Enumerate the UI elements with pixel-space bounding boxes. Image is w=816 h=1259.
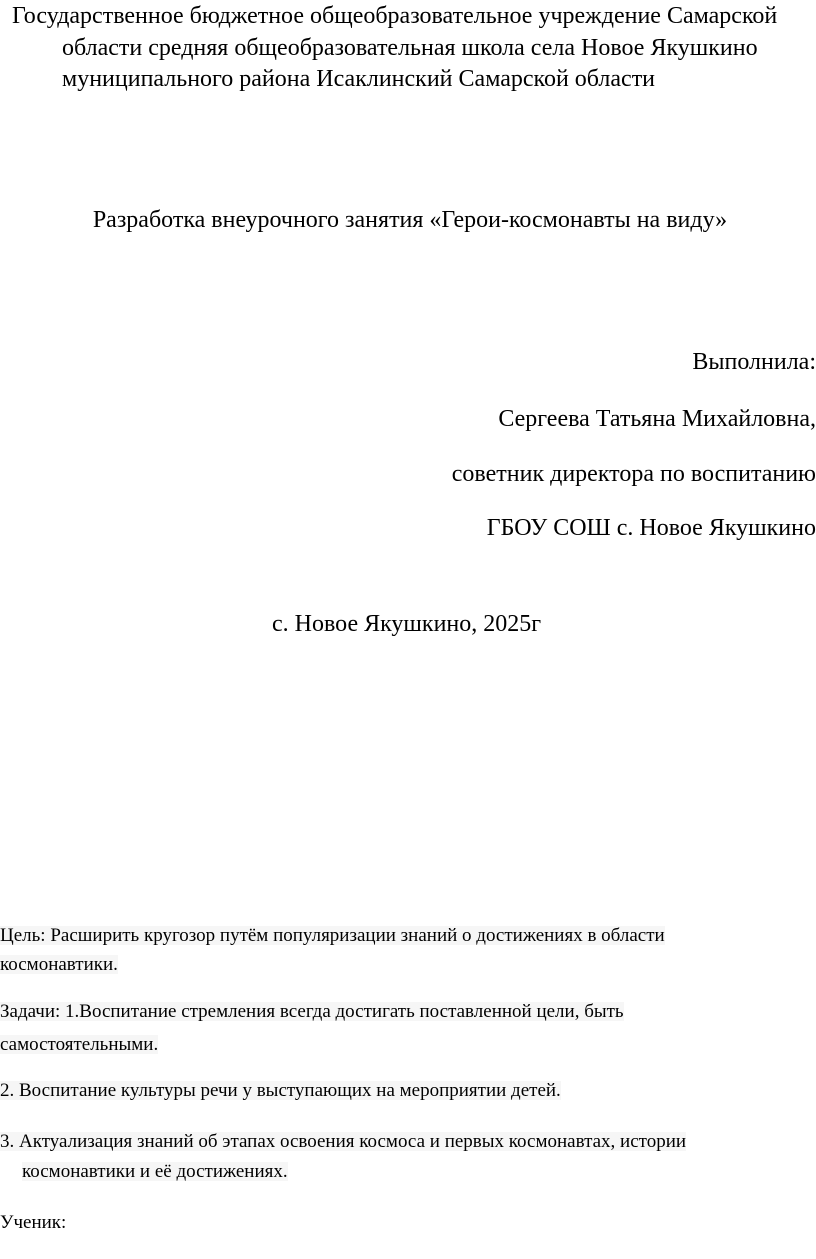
header-line-3: муниципального района Исаклинский Самарской области	[62, 66, 656, 92]
author-label: Выполнила:	[692, 349, 816, 375]
task-1-line-2: самостоятельными.	[0, 1034, 159, 1055]
author-school: ГБОУ СОШ с. Новое Якушкино	[486, 515, 816, 541]
task-3-line-2: космонавтики и её достижениях.	[22, 1161, 288, 1182]
task-1-text: 1.Воспитание стремления всегда достигать поставленной цели, быть	[65, 1001, 624, 1022]
task-2: 2. Воспитание культуры речи у выступающих на мероприятии детей.	[0, 1080, 561, 1101]
goal-line-2: космонавтики.	[0, 954, 118, 975]
task-3-line-1: 3. Актуализация знаний об этапах освоения космоса и первых космонавтах, истории	[0, 1131, 687, 1152]
goal-label: Цель:	[0, 925, 46, 946]
document-title: Разработка внеурочного занятия «Герои-космонавты на виду»	[92, 207, 728, 233]
author-name: Сергеева Татьяна Михайловна,	[498, 406, 816, 432]
author-position: советник директора по воспитанию	[451, 461, 816, 487]
place-year: с. Новое Якушкино, 2025г	[272, 611, 542, 637]
goal-line-1	[0, 926, 665, 945]
tasks-label: Задачи:	[0, 1001, 61, 1022]
header-line-1: Государственное бюджетное общеобразовательное учреждение Самарской	[12, 3, 778, 29]
student-label: Ученик:	[0, 1212, 67, 1233]
header-line-2: области средняя общеобразовательная школа села Новое Якушкино	[62, 35, 758, 61]
task-1-line-1	[0, 1002, 624, 1021]
goal-text-1: Расширить кругозор путём популяризации знаний о достижениях в области	[50, 925, 665, 946]
